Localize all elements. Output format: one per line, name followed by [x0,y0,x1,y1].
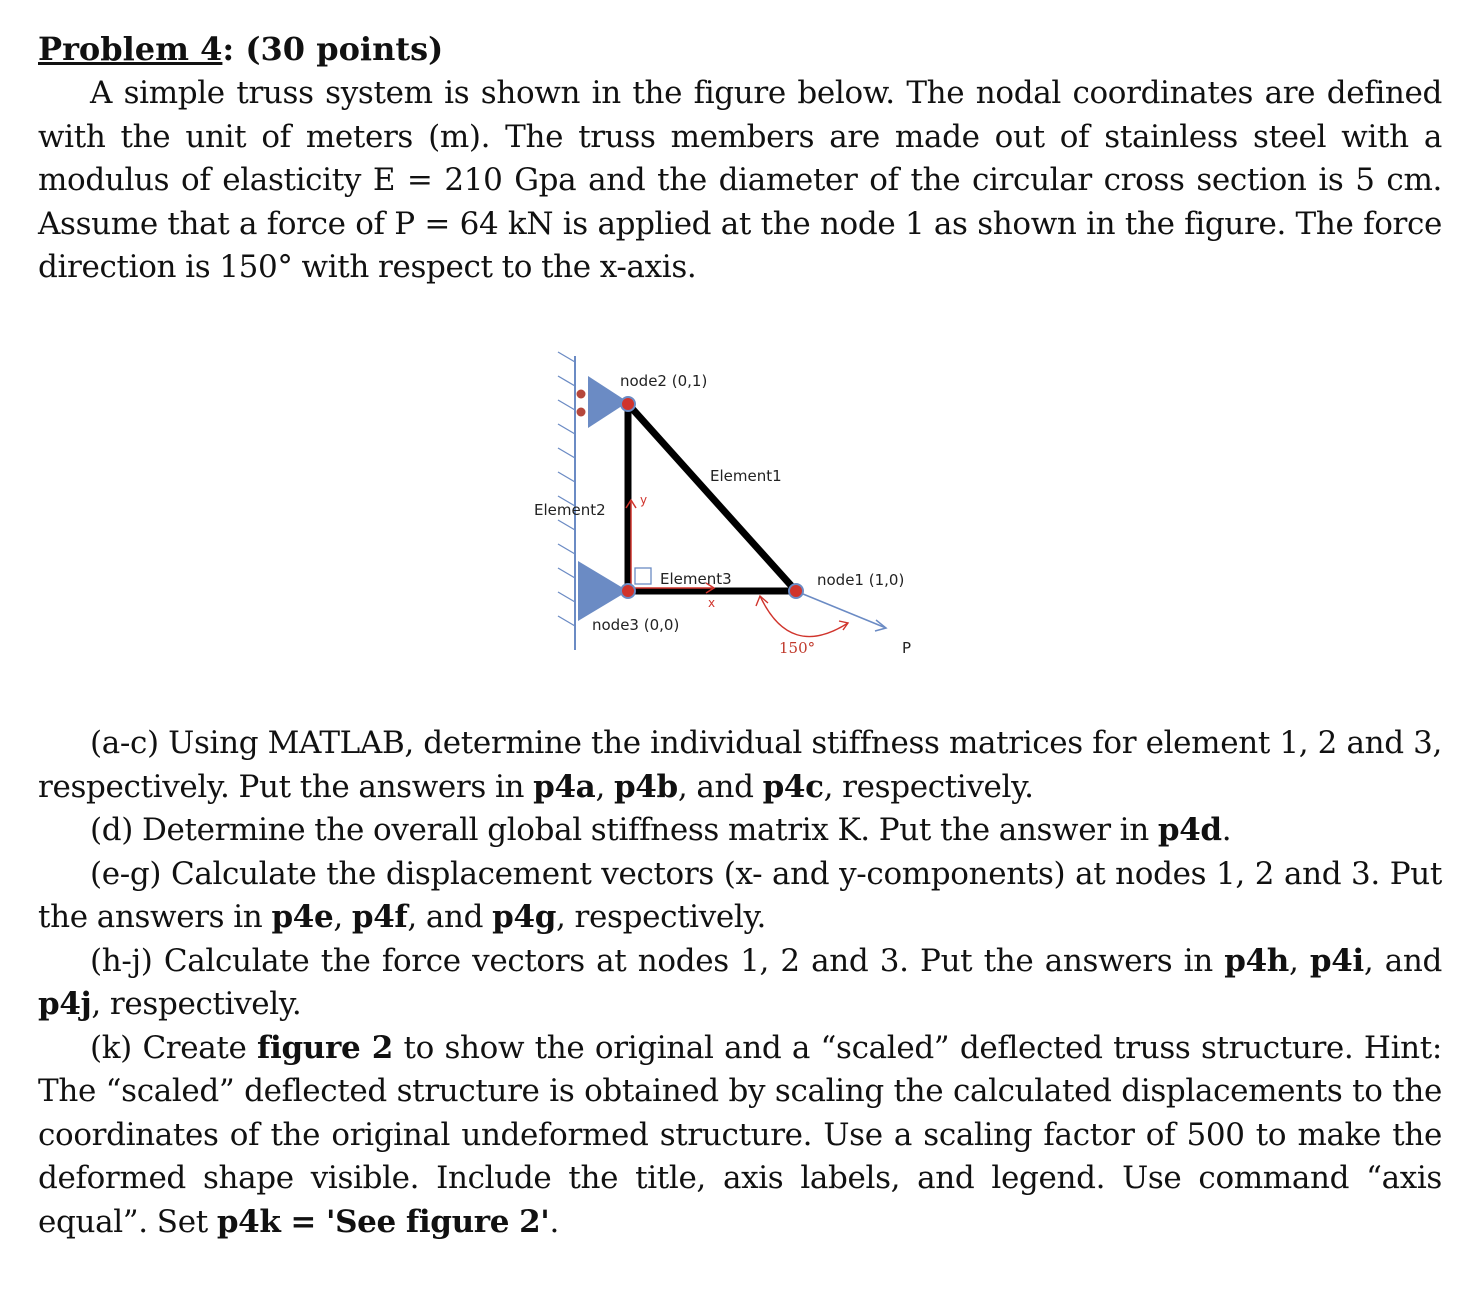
question-k: (k) Create figure 2 to show the original and a “scaled” deflected truss structure. Hint: The “scaled” deflected structure is obtained by scaling the calculated displacements to the coordinates of the original undeformed structure. Use a scaling factor of 500 to make the deformed shape visible. Include the title, axis labels, and legend. Use command “axis equal”. Set p4k = 'See figure 2'. [38,1029,1442,1240]
force-label: P [902,639,912,657]
right-angle-marker [635,568,651,584]
y-axis-label: y [640,493,648,507]
truss-diagram [528,350,928,660]
node3-label: node3 (0,0) [592,616,680,634]
node1-point [789,584,803,598]
roller-bottom [577,408,586,417]
question-a-c: (a-c) Using MATLAB, determine the individual stiffness matrices for element 1, 2 and 3, respectively. Put the answers in p4a, p4b, and p4c, respectively. [38,725,1442,805]
angle-arc [760,596,848,637]
wall-hatching [558,352,575,626]
truss-figure [528,350,928,660]
questions-list [38,722,1442,1244]
node2-point [621,397,635,411]
x-axis-label: x [708,596,716,610]
node3-point [621,584,635,598]
question-d: (d) Determine the overall global stiffness matrix K. Put the answer in p4d. [90,812,1232,848]
element3-label: Element3 [660,570,732,588]
question-e-g: (e-g) Calculate the displacement vectors (x- and y-components) at nodes 1, 2 and 3. Put the answers in p4e, p4f, and p4g, respectively. [38,855,1442,935]
problem-heading [38,26,1442,72]
problem-intro: A simple truss system is shown in the figure below. The nodal coordinates are defined with the unit of meters (m). The truss members are made out of stainless steel with a modulus of elasticity E = 210 Gpa and the diameter of the circular cross section is 5 cm. Assume that a force of P = 64 kN is applied at the node 1 as shown in the figure. The force direction is 150° with respect to the x-axis. [38,75,1442,285]
problem-points: : (30 points) [222,30,444,68]
roller-top [577,390,586,399]
problem-number: Problem 4 [38,30,223,68]
element1-member [628,404,796,591]
problem-page [38,26,1442,290]
node2-label: node2 (0,1) [620,372,708,390]
angle-label: 150° [779,639,816,657]
element1-label: Element1 [710,467,782,485]
node1-label: node1 (1,0) [817,571,905,589]
question-h-j: (h-j) Calculate the force vectors at nodes 1, 2 and 3. Put the answers in p4h, p4i, and p4j, respectively. [38,942,1442,1022]
element2-label: Element2 [534,501,606,519]
